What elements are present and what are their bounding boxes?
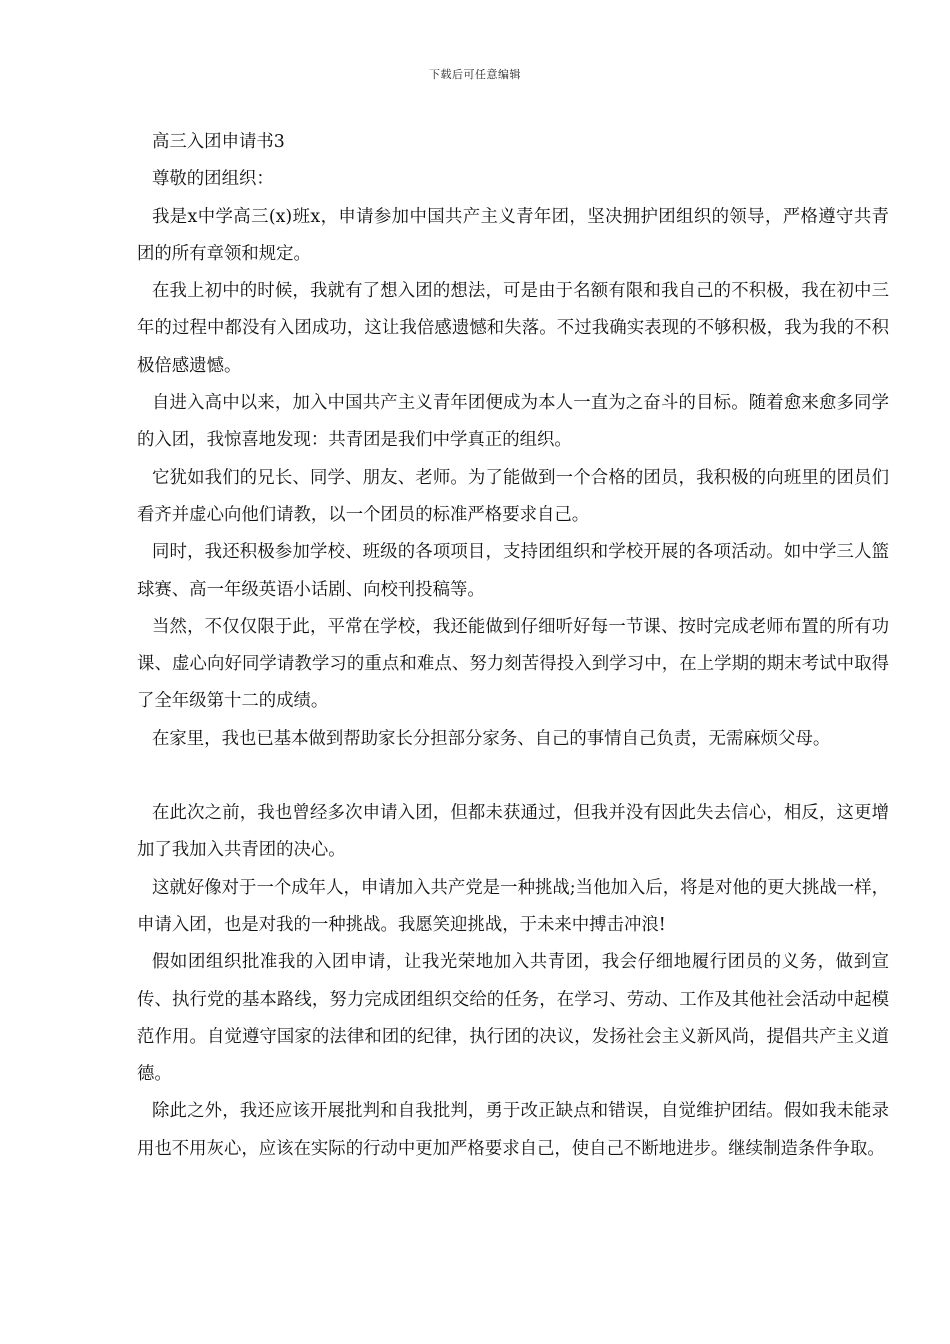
document-title: 高三入团申请书3 <box>152 132 285 152</box>
body-paragraph: 在此次之前，我也曾经多次申请入团，但都未获通过，但我并没有因此失去信心，相反，这更增加了我加入共青团的决心。 <box>137 803 889 861</box>
page-header: 下载后可任意编辑 <box>429 68 521 81</box>
document-body <box>137 124 889 1168</box>
body-paragraph: 我是x中学高三(x)班x，申请参加中国共产主义青年团，坚决拥护团组织的领导，严格遵守共青团的所有章领和规定。 <box>137 206 889 264</box>
body-paragraph: 除此之外，我还应该开展批判和自我批判，勇于改正缺点和错误，自觉维护团结。假如我未能录用也不用灰心，应该在实际的行动中更加严格要求自己，使自己不断地进步。继续制造条件争取。 <box>137 1101 889 1159</box>
body-paragraph: 当然，不仅仅限于此，平常在学校，我还能做到仔细听好每一节课、按时完成老师布置的所有功课、虚心向好同学请教学习的重点和难点、努力刻苦得投入到学习中，在上学期的期末考试中取得了全年级第十二的成绩。 <box>137 616 889 712</box>
body-paragraph: 同时，我还积极参加学校、班级的各项项目，支持团组织和学校开展的各项活动。如中学三人篮球赛、高一年级英语小话剧、向校刊投稿等。 <box>137 542 889 600</box>
body-paragraph: 在家里，我也已基本做到帮助家长分担部分家务、自己的事情自己负责，无需麻烦父母。 <box>152 728 831 749</box>
salutation: 尊敬的团组织： <box>152 169 274 190</box>
body-paragraph: 假如团组织批准我的入团申请，让我光荣地加入共青团，我会仔细地履行团员的义务，做到宣传、执行党的基本路线，努力完成团组织交给的任务，在学习、劳动、工作及其他社会活动中起模范作用。自觉遵守国家的法律和团的纪律，执行团的决议，发扬社会主义新风尚，提倡共产主义道德。 <box>137 952 889 1085</box>
body-paragraph: 在我上初中的时候，我就有了想入团的想法，可是由于名额有限和我自己的不积极，我在初中三年的过程中都没有入团成功，这让我倍感遗憾和失落。不过我确实表现的不够积极，我为我的不积极倍感遗憾。 <box>137 281 889 376</box>
body-paragraph: 自进入高中以来，加入中国共产主义青年团便成为本人一直为之奋斗的目标。随着愈来愈多同学的入团，我惊喜地发现：共青团是我们中学真正的组织。 <box>137 393 889 451</box>
body-paragraph: 这就好像对于一个成年人，申请加入共产党是一种挑战;当他加入后，将是对他的更大挑战一样，申请入团，也是对我的一种挑战。我愿笑迎挑战，于未来中搏击冲浪! <box>137 877 889 935</box>
body-paragraph: 它犹如我们的兄长、同学、朋友、老师。为了能做到一个合格的团员，我积极的向班里的团员们看齐并虚心向他们请教，以一个团员的标准严格要求自己。 <box>137 467 889 525</box>
